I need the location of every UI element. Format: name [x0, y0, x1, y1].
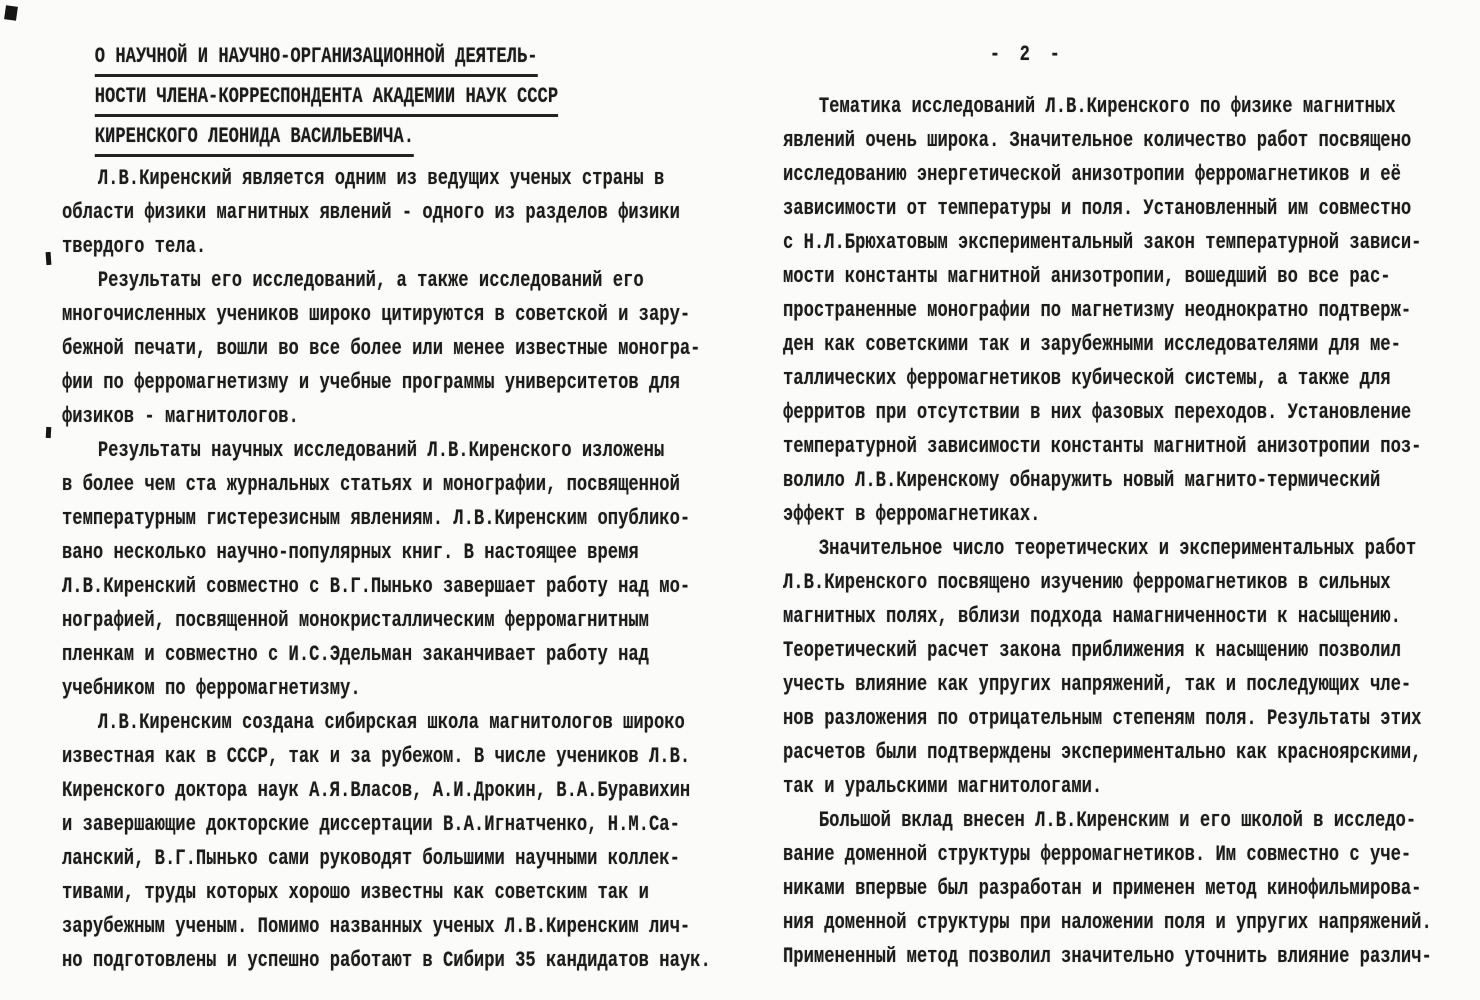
text-line: ланский, В.Г.Пынько сами руководят большими научными коллек-: [62, 846, 680, 871]
text-line: фии по ферромагнетизму и учебные программы университетов для: [62, 370, 680, 395]
paragraph: [783, 92, 1454, 534]
text-line: исследованию энергетической анизотропии ферромагнетиков и её: [783, 162, 1401, 187]
page-2: [783, 0, 1454, 976]
text-line: нографией, посвященной монокристаллическим ферромагнитным: [62, 608, 649, 633]
text-line: и завершающие докторские диссертации В.А.Игнатченко, Н.М.Са-: [62, 812, 680, 837]
text-line: никами впервые был разработан и применен метод кинофильмирова-: [783, 876, 1422, 901]
text-line: учебником по ферромагнетизму.: [62, 676, 361, 701]
title-text: НОСТИ ЧЛЕНА-КОРРЕСПОНДЕНТА АКАДЕМИИ НАУК СССР: [95, 84, 558, 117]
text-line: так и уральскими магнитологами.: [783, 774, 1103, 799]
page-1: [62, 0, 733, 980]
text-line: вано несколько научно-популярных книг. В настоящее время: [62, 540, 639, 565]
text-line: волило Л.В.Киренскому обнаружить новый магнито-термический: [783, 468, 1381, 493]
text-line: известная как в СССР, так и за рубежом. В числе учеников Л.В.: [62, 744, 691, 769]
text-line: Теоретический расчет закона приближения к насыщению позволил: [783, 638, 1401, 663]
text-line: ния доменной структуры при наложении поля и упругих напряжений.: [783, 910, 1432, 935]
text-line: твердого тела.: [62, 234, 207, 259]
document-title-line: [62, 124, 733, 164]
page-number: - 2 -: [989, 42, 1065, 67]
text-line: в более чем ста журнальных статьях и монографии, посвященной: [62, 472, 680, 497]
paragraph: [62, 266, 733, 436]
text-line: многочисленных учеников широко цитируются в советской и зару-: [62, 302, 691, 327]
text-line: Результаты научных исследований Л.В.Киренского изложены: [97, 438, 665, 463]
text-line: вание доменной структуры ферромагнетиков. Им совместно с уче-: [783, 842, 1412, 867]
text-line: Л.В.Киренский является одним из ведущих ученых страны в: [97, 166, 665, 191]
text-line: Л.В.Киренский совместно с В.Г.Пынько завершает работу над мо-: [62, 574, 691, 599]
text-line: ферритов при отсутствии в них фазовых переходов. Установление: [783, 400, 1412, 425]
text-line: Л.В.Киренским создана сибирская школа магнитологов широко: [97, 710, 685, 735]
text-line: пространенные монографии по магнетизму неоднократно подтверж-: [783, 298, 1412, 323]
text-line: температурной зависимости константы магнитной анизотропии поз-: [783, 434, 1422, 459]
text-line: магнитных полях, вблизи подхода намагниченности к насыщению.: [783, 604, 1401, 629]
text-line: но подготовлены и успешно работают в Сибири 35 кандидатов наук.: [62, 948, 711, 973]
document-title-line: [62, 44, 733, 84]
text-line: пленкам и совместно с И.С.Эдельман заканчивает работу над: [62, 642, 649, 667]
paragraph: [783, 534, 1454, 806]
title-text: О НАУЧНОЙ И НАУЧНО-ОРГАНИЗАЦИОННОЙ ДЕЯТЕЛЬ-: [95, 44, 538, 77]
scan-artifact: [4, 5, 18, 21]
text-line: Тематика исследований Л.В.Киренского по физике магнитных: [818, 94, 1396, 119]
text-line: таллических ферромагнетиков кубической системы, а также для: [783, 366, 1391, 391]
text-line: с Н.Л.Брюхатовым экспериментальный закон температурной зависи-: [783, 230, 1422, 255]
text-line: расчетов были подтверждены экспериментально как красноярскими,: [783, 740, 1422, 765]
text-line: тивами, труды которых хорошо известны как советским так и: [62, 880, 649, 905]
text-line: Киренского доктора наук А.Я.Власов, А.И.Дрокин, В.А.Буравихин: [62, 778, 691, 803]
text-line: зависимости от температуры и поля. Установленный им совместно: [783, 196, 1412, 221]
paragraph: [783, 806, 1454, 976]
text-line: области физики магнитных явлений - одного из разделов физики: [62, 200, 680, 225]
text-line: температурным гистерезисным явлениям. Л.В.Киренским опублико-: [62, 506, 691, 531]
document-title: [62, 44, 733, 164]
text-line: Примененный метод позволил значительно уточнить влияние различ-: [783, 944, 1432, 969]
title-text: КИРЕНСКОГО ЛЕОНИДА ВАСИЛЬЕВИЧА.: [95, 124, 414, 157]
text-line: Результаты его исследований, а также исследований его: [97, 268, 644, 293]
text-line: нов разложения по отрицательным степеням поля. Результаты этих: [783, 706, 1422, 731]
text-line: мости константы магнитной анизотропии, вошедший во все рас-: [783, 264, 1391, 289]
text-line: физиков - магнитологов.: [62, 404, 299, 429]
paragraph: [62, 708, 733, 980]
text-line: учесть влияние как упругих напряжений, так и последующих чле-: [783, 672, 1412, 697]
text-line: Л.В.Киренского посвящено изучению ферромагнетиков в сильных: [783, 570, 1391, 595]
text-line: Значительное число теоретических и экспериментальных работ: [818, 536, 1417, 561]
scan-artifact: [46, 427, 52, 438]
text-line: Большой вклад внесен Л.В.Киренским и его школой в исследо-: [818, 808, 1417, 833]
text-line: зарубежным ученым. Помимо названных ученых Л.В.Киренским лич-: [62, 914, 691, 939]
text-line: явлений очень широка. Значительное количество работ посвящено: [783, 128, 1412, 153]
document-title-line: [62, 84, 733, 124]
paragraph: [62, 436, 733, 708]
paragraph: [62, 164, 733, 266]
text-line: бежной печати, вошли во все более или менее известные моногра-: [62, 336, 701, 361]
text-line: ден как советскими так и зарубежными исследователями для ме-: [783, 332, 1401, 357]
text-line: эффект в ферромагнетиках.: [783, 502, 1041, 527]
scan-artifact: [46, 252, 52, 265]
